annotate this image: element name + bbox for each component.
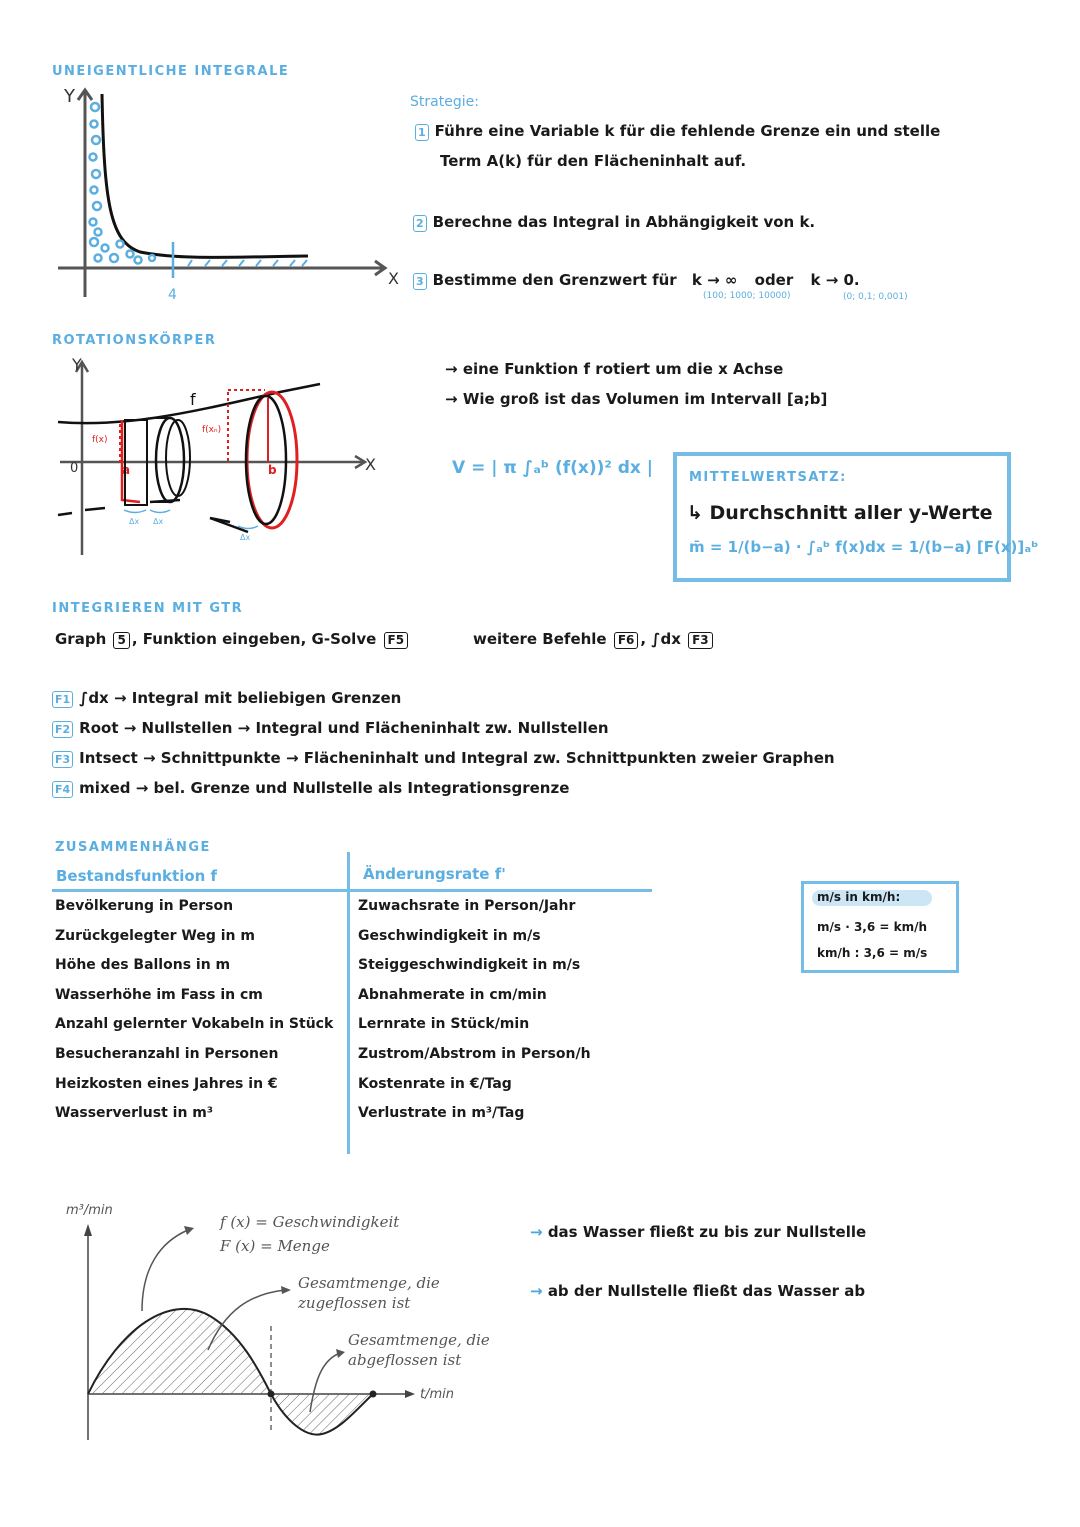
table-row: Zurückgelegter Weg in m <box>55 927 255 944</box>
gtr-item-text: mixed → bel. Grenze und Nullstelle als Integrationsgrenze <box>79 779 570 797</box>
rotation-fxn-label: f(xₙ) <box>202 425 222 435</box>
gtr-item-f1 <box>52 689 401 708</box>
rotation-dx-1: Δx <box>129 517 140 526</box>
step2-number: 2 <box>413 215 427 232</box>
gtr-item-f3 <box>52 749 835 768</box>
strategy-step1 <box>415 122 940 141</box>
relations-header-rule <box>52 889 652 892</box>
table-row: Zuwachsrate in Person/Jahr <box>358 898 576 914</box>
gtr-more-label: weitere Befehle <box>473 630 607 648</box>
unit-conversion-box <box>801 881 959 973</box>
rotation-point-2-text: Wie groß ist das Volumen im Intervall [a;b] <box>462 390 828 408</box>
step3-note-small: (0; 0,1; 0,001) <box>843 292 908 302</box>
relations-column-divider <box>347 852 350 1154</box>
relations-col1-header: Bestandsfunktion f <box>56 867 218 885</box>
rotation-a-label: a <box>122 463 131 477</box>
graph-y-label: Y <box>64 86 75 107</box>
gtr-more-commands <box>473 630 715 649</box>
water-note-1 <box>530 1223 866 1241</box>
rotation-graph <box>50 350 380 560</box>
gtr-key-f3: F3 <box>688 632 713 649</box>
relations-col2-header: Änderungsrate f' <box>363 865 506 883</box>
step3-limit-zero: k → 0. <box>810 271 860 289</box>
step3-limit-infinity: k → ∞ <box>691 271 738 289</box>
strategy-step2 <box>413 213 815 232</box>
gtr-instruction <box>55 630 410 649</box>
gtr-item-key: F1 <box>52 691 73 708</box>
table-row: Steiggeschwindigkeit in m/s <box>358 957 581 974</box>
water-label-in-1: Gesamtmenge, die <box>298 1274 440 1292</box>
strategy-step1-line2: Term A(k) für den Flächeninhalt auf. <box>440 152 747 170</box>
water-label-out-1: Gesamtmenge, die <box>348 1331 490 1349</box>
rotation-f-label: f <box>190 390 196 409</box>
heading-improper-integrals: UNEIGENTLICHE INTEGRALE <box>52 64 290 79</box>
table-row: Lernrate in Stück/min <box>358 1016 530 1033</box>
table-row: Heizkosten eines Jahres in € <box>55 1075 278 1092</box>
water-flow-diagram <box>60 1198 480 1448</box>
rotation-dx-2: Δx <box>153 517 164 526</box>
gtr-item-key: F3 <box>52 751 73 768</box>
step1-line1: Führe eine Variable k für die fehlende Grenze ein und stelle <box>434 122 941 140</box>
table-row: Kostenrate in €/Tag <box>358 1075 512 1092</box>
gtr-item-key: F4 <box>52 781 73 798</box>
rotation-point-1-text: eine Funktion f rotiert um die x Achse <box>462 360 784 378</box>
rotation-x-label: X <box>365 455 376 474</box>
gtr-key-f6: F6 <box>614 632 639 649</box>
gtr-graph-label: Graph <box>55 630 107 648</box>
water-label-in-2: zugeflossen ist <box>298 1294 411 1312</box>
heading-rotation: ROTATIONSKÖRPER <box>52 333 217 348</box>
water-label-out-2: abgeflossen ist <box>348 1351 462 1369</box>
rotation-y-label: Y <box>72 355 82 374</box>
blue-arrow-icon: → <box>530 1282 543 1300</box>
improper-integral-graph <box>50 82 400 307</box>
table-row: Bevölkerung in Person <box>55 898 234 914</box>
step2-text: Berechne das Integral in Abhängigkeit von k. <box>432 213 816 231</box>
rotation-origin: 0 <box>70 461 79 476</box>
gtr-item-text: Intsect → Schnittpunkte → Flächeninhalt und Integral zw. Schnittpunkten zweier Graphen <box>79 749 835 767</box>
rotation-point-2 <box>445 390 827 408</box>
mean-value-formula: m̄ = 1/(b−a) · ∫ₐᵇ f(x)dx = 1/(b−a) [F(x)]ₐᵇ <box>689 538 1039 556</box>
gtr-item-f4 <box>52 779 569 798</box>
mean-value-line: ↳ Durchschnitt aller y-Werte <box>687 502 993 524</box>
graph-x-label: X <box>388 269 399 288</box>
table-row: Besucheranzahl in Personen <box>55 1045 279 1062</box>
step3-or: oder <box>754 271 794 289</box>
strategy-title: Strategie: <box>410 94 479 110</box>
table-row: Anzahl gelernter Vokabeln in Stück <box>55 1016 334 1033</box>
step3-note-large: (100; 1000; 10000) <box>703 291 791 301</box>
rotation-volume-formula: V = | π ∫ₐᵇ (f(x))² dx | <box>452 458 654 478</box>
table-row: Abnahmerate in cm/min <box>358 986 547 1003</box>
water-note-2-text: ab der Nullstelle fließt das Wasser ab <box>547 1282 866 1300</box>
water-label-f: f (x) = Geschwindigkeit <box>220 1213 400 1231</box>
unit-line-1: m/s · 3,6 = km/h <box>817 920 928 934</box>
gtr-key-5: 5 <box>113 632 129 649</box>
graph-tick-label: 4 <box>168 287 177 303</box>
mean-value-box <box>673 452 1039 582</box>
water-note-1-text: das Wasser fließt zu bis zur Nullstelle <box>547 1223 867 1241</box>
water-x-unit: t/min <box>420 1387 454 1402</box>
gtr-item-key: F2 <box>52 721 73 738</box>
heading-relations: ZUSAMMENHÄNGE <box>55 840 211 855</box>
relations-col1 <box>55 898 345 1135</box>
gtr-item-text: ∫dx → Integral mit beliebigen Grenzen <box>79 689 402 707</box>
rotation-dx-3: Δx <box>240 533 251 542</box>
step1-number: 1 <box>415 124 429 141</box>
water-label-F: F (x) = Menge <box>220 1237 330 1255</box>
gtr-item-text: Root → Nullstellen → Integral und Flächeninhalt zw. Nullstellen <box>79 719 609 737</box>
water-note-2 <box>530 1282 865 1300</box>
table-row: Höhe des Ballons in m <box>55 957 231 974</box>
rotation-b-label: b <box>268 463 277 477</box>
table-row: Wasserverlust in m³ <box>55 1105 214 1122</box>
heading-gtr: INTEGRIEREN MIT GTR <box>52 601 244 616</box>
unit-title: m/s in km/h: <box>817 890 901 904</box>
gtr-item-f2 <box>52 719 609 738</box>
blue-arrow-icon: → <box>530 1223 543 1241</box>
step3-number: 3 <box>413 273 427 290</box>
water-y-unit: m³/min <box>66 1203 113 1218</box>
arrow-icon: → <box>445 360 458 378</box>
rotation-fx-label: f(x) <box>92 435 108 445</box>
mean-value-title: MITTELWERTSATZ: <box>689 470 847 485</box>
table-row: Wasserhöhe im Fass in cm <box>55 986 263 1003</box>
table-row: Zustrom/Abstrom in Person/h <box>358 1045 591 1062</box>
gtr-integral-label: , ∫dx <box>640 630 681 648</box>
table-row: Verlustrate in m³/Tag <box>358 1105 525 1122</box>
unit-line-2: km/h : 3,6 = m/s <box>817 946 928 960</box>
relations-col2 <box>358 898 648 1135</box>
gtr-instruction-text: , Funktion eingeben, G-Solve <box>131 630 377 648</box>
arrow-icon: → <box>445 390 458 408</box>
gtr-key-f5: F5 <box>384 632 409 649</box>
step3-text: Bestimme den Grenzwert für <box>432 271 677 289</box>
rotation-point-1 <box>445 360 783 378</box>
table-row: Geschwindigkeit in m/s <box>358 927 541 944</box>
strategy-step3 <box>413 271 860 290</box>
